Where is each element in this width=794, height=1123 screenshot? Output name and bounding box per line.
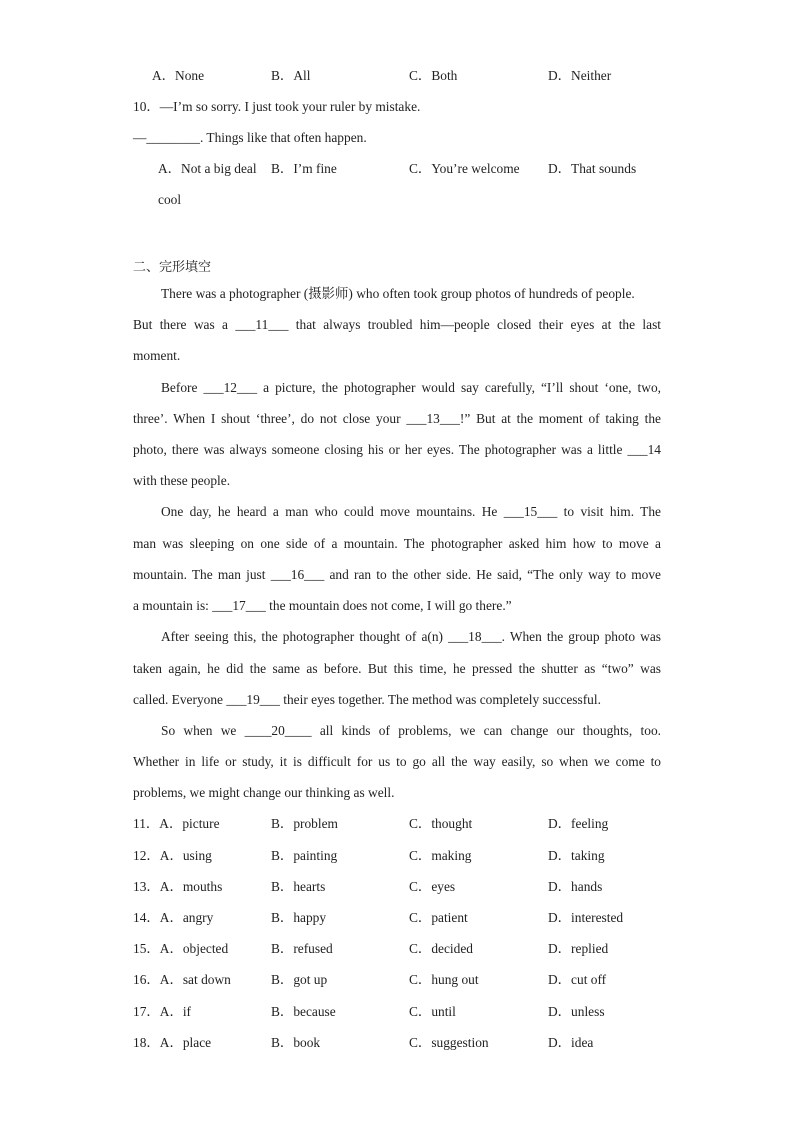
q10-blank: ________	[146, 130, 200, 145]
question-number: 12．	[133, 848, 160, 863]
blank-12: ___12___	[203, 380, 258, 395]
option-a: A．angry	[159, 910, 214, 925]
passage-text: mountain. The man just	[133, 567, 266, 582]
option-c: C．eyes	[409, 879, 456, 894]
passage-line	[133, 692, 601, 708]
q10-reply-text: . Things like that often happen.	[199, 130, 367, 145]
passage-line	[133, 442, 661, 458]
option-b: B．hearts	[271, 879, 326, 894]
blank-15: ___15___	[503, 504, 558, 519]
passage-text: three’. When I shout ‘three’, do not close your	[133, 411, 401, 426]
blank-11: ___11___	[235, 317, 289, 332]
question-number: 16．	[133, 972, 160, 987]
passage-line	[133, 411, 661, 427]
passage-text: So when we	[161, 723, 237, 738]
question-number: 15．	[133, 941, 160, 956]
question-row	[133, 941, 228, 957]
question-row	[133, 848, 212, 864]
q10-stem: 10．—I’m so sorry. I just took your ruler by mistake.	[133, 99, 421, 114]
option-c: C．decided	[409, 941, 473, 956]
option-d: D．interested	[548, 910, 624, 925]
option-b: B．because	[271, 1004, 336, 1019]
question-number: 13．	[133, 879, 160, 894]
blank-19: ___19___	[226, 692, 280, 707]
option-b: B．happy	[271, 910, 327, 925]
question-number: 14．	[133, 910, 160, 925]
passage-line	[161, 723, 661, 739]
section-title: 二、完形填空	[133, 260, 212, 275]
passage-text: the mountain does not come, I will go there.”	[269, 598, 512, 613]
question-row	[133, 972, 231, 988]
passage-line: Whether in life or study, it is difficult for us to go all the way easily, so when we come to	[133, 754, 661, 769]
question-row	[133, 879, 222, 895]
q10-option-d-cont: cool	[158, 192, 182, 207]
option-d: D．replied	[548, 941, 609, 956]
option-a: A．sat down	[159, 972, 231, 987]
option-c: C．making	[409, 848, 472, 863]
option-a: A．objected	[159, 941, 229, 956]
option-d: D．idea	[548, 1035, 594, 1050]
question-number: 11．	[133, 816, 160, 831]
q9-option-b: B．All	[271, 68, 311, 83]
option-b: B．refused	[271, 941, 333, 956]
passage-line: man was sleeping on one side of a mountain. The photographer asked him how to move a	[133, 536, 661, 551]
q9-option-c: C．Both	[409, 68, 458, 83]
question-row	[133, 1035, 211, 1051]
q10-option-b: B．I’m fine	[271, 161, 337, 176]
option-a: A．using	[159, 848, 212, 863]
option-d: D．cut off	[548, 972, 607, 987]
q10-option-d: D．That sounds	[548, 161, 637, 176]
option-a: A．place	[159, 1035, 212, 1050]
blank-20: ____20____	[244, 723, 312, 738]
option-a: A．if	[159, 1004, 192, 1019]
option-c: C．thought	[409, 816, 473, 831]
option-c: C．hung out	[409, 972, 479, 987]
passage-line: moment.	[133, 348, 181, 363]
passage-line	[161, 380, 661, 396]
passage-text: But there was a	[133, 317, 228, 332]
passage-text: to visit him. The	[563, 504, 661, 519]
passage-text: a mountain is:	[133, 598, 209, 613]
question-number: 17．	[133, 1004, 160, 1019]
passage-text: called. Everyone	[133, 692, 223, 707]
passage-text: that always troubled him—people closed their eyes at the last	[295, 317, 662, 332]
passage-text: . When the group photo was	[501, 629, 661, 644]
blank-17: ___17___	[212, 598, 266, 613]
question-row	[133, 1004, 191, 1020]
q10-option-c: C．You’re welcome	[409, 161, 520, 176]
blank-13: ___13___	[406, 411, 460, 426]
passage-text: all kinds of problems, we can change our thoughts, too.	[319, 723, 661, 738]
q9-option-d: D．Neither	[548, 68, 612, 83]
question-row	[133, 910, 213, 926]
passage-text: One day, he heard a man who could move mountains. He	[161, 504, 498, 519]
option-d: D．feeling	[548, 816, 609, 831]
option-b: B．got up	[271, 972, 328, 987]
passage-text: their eyes together. The method was completely successful.	[283, 692, 601, 707]
passage-line	[161, 629, 661, 645]
passage-line: taken again, he did the same as before. But this time, he pressed the shutter as “two” was	[133, 661, 661, 676]
option-d: D．unless	[548, 1004, 605, 1019]
passage-line	[133, 317, 661, 333]
passage-line: with these people.	[133, 473, 231, 488]
option-d: D．taking	[548, 848, 605, 863]
option-b: B．painting	[271, 848, 338, 863]
passage-line	[161, 504, 661, 520]
passage-text: !” But at the moment of taking the	[459, 411, 661, 426]
passage-text: photo, there was always someone closing his or her eyes. The photographer was a little	[133, 442, 623, 457]
passage-line: problems, we might change our thinking as well.	[133, 785, 395, 800]
passage-line	[133, 567, 661, 583]
q9-option-a: A．None	[152, 68, 205, 83]
option-c: C．suggestion	[409, 1035, 489, 1050]
option-b: B．book	[271, 1035, 321, 1050]
option-b: B．problem	[271, 816, 338, 831]
question-number: 18．	[133, 1035, 160, 1050]
q10-option-a: A．Not a big deal	[158, 161, 257, 176]
passage-text: a picture, the photographer would say carefully, “I’ll shout ‘one, two,	[263, 380, 661, 395]
passage-text: After seeing this, the photographer thought of a(n)	[161, 629, 444, 644]
option-d: D．hands	[548, 879, 603, 894]
passage-text: Before	[161, 380, 198, 395]
blank-18: ___18___	[448, 629, 502, 644]
blank-16: ___16___	[270, 567, 325, 582]
passage-line: There was a photographer (摄影师) who often took group photos of hundreds of people.	[161, 286, 635, 301]
option-c: C．patient	[409, 910, 468, 925]
q10-reply	[133, 130, 367, 146]
q10-dash: —	[133, 130, 147, 145]
option-c: C．until	[409, 1004, 456, 1019]
question-row	[133, 816, 220, 832]
blank-14: ___14	[627, 442, 661, 457]
option-a: A．mouths	[159, 879, 223, 894]
option-a: A．picture	[159, 816, 220, 831]
passage-text: and ran to the other side. He said, “The only way to move	[329, 567, 661, 582]
passage-line	[133, 598, 512, 614]
